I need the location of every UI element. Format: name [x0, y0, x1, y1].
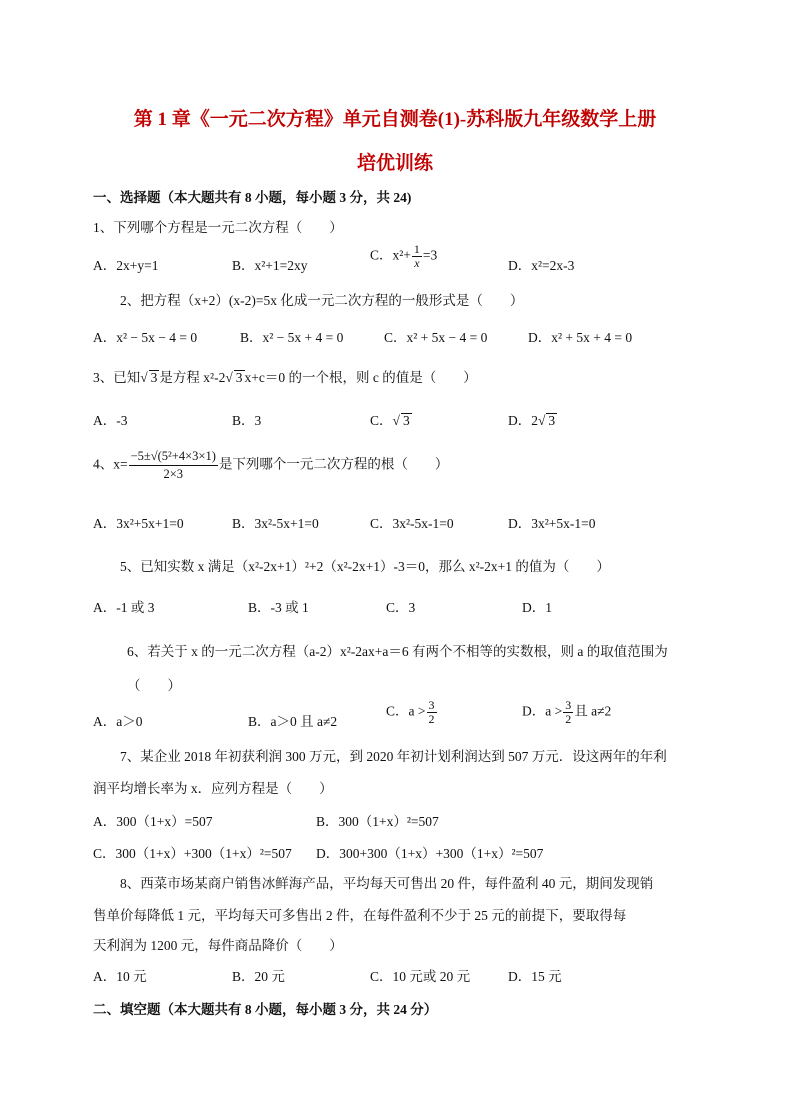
q6-option-c-num: 3	[428, 698, 435, 712]
q6-option-c-pre: C．a >	[386, 703, 426, 719]
q2-option-d: D．x² + 5x + 4 = 0	[528, 330, 633, 345]
q6-option-c-den: 2	[428, 712, 435, 726]
q6-option-d-post: 且 a≠2	[574, 703, 612, 719]
q3-option-c-pre: C．	[370, 413, 393, 428]
q4-option-d: D．3x²+5x-1=0	[508, 516, 596, 531]
q3-stem-mid: 是方程 x²-2	[159, 370, 226, 385]
q3-option-b: B．3	[232, 413, 262, 428]
q6-stem: 6、若关于 x 的一元二次方程（a-2）x²-2ax+a＝6 有两个不相等的实数根，则 a 的取值范围为	[127, 644, 668, 659]
q6-option-c	[386, 699, 438, 726]
q4-stem	[93, 448, 448, 483]
q6-option-d-fraction	[563, 699, 573, 726]
q8-option-d: D．15 元	[508, 969, 562, 984]
q1-option-c-post: =3	[422, 247, 438, 263]
section-fill-heading: 二、填空题（本大题共有 8 小题，每小题 3 分，共 24 分）	[93, 1002, 438, 1017]
q1-option-c	[370, 243, 437, 270]
q1-option-c-den: x	[414, 256, 420, 270]
q3-option-d-radicand: 3	[548, 413, 556, 428]
q6-option-a: A．a＞0	[93, 714, 143, 729]
q1-option-d: D．x²=2x-3	[508, 258, 575, 273]
q3-radicand-2: 3	[235, 370, 243, 385]
doc-title-line2: 培优训练	[356, 153, 433, 174]
q3-stem-post: x+c＝0 的一个根，则 c 的值是（ ）	[244, 370, 477, 385]
q7-option-d: D．300+300（1+x）+300（1+x）²=507	[316, 846, 544, 861]
q3-option-c-radicand: 3	[402, 413, 410, 428]
q8-option-a: A．10 元	[93, 969, 147, 984]
q5-stem: 5、已知实数 x 满足（x²-2x+1）²+2（x²-2x+1）-3＝0，那么 x²-2x+1 的值为（ ）	[120, 559, 610, 574]
q4-fraction	[129, 448, 218, 483]
q8-stem-cont2: 天利润为 1200 元，每件商品降价（ ）	[93, 938, 343, 953]
q8-stem: 8、西菜市场某商户销售冰鲜海产品，平均每天可售出 20 件，每件盈利 40 元，期间发现销	[120, 876, 654, 891]
q2-option-b: B．x² − 5x + 4 = 0	[240, 330, 344, 345]
q5-option-d: D．1	[522, 600, 552, 615]
q2-option-a: A．x² − 5x − 4 = 0	[93, 330, 198, 345]
q8-stem-cont1: 售单价每降低 1 元，平均每天可多售出 2 件，在每件盈利不少于 25 元的前提下，要取得每	[93, 908, 627, 923]
q6-option-c-fraction	[427, 699, 437, 726]
q3-radicand-1: 3	[150, 370, 158, 385]
q4-fraction-num: −5±√(5²+4×3×1)	[129, 448, 218, 466]
q6-option-d-pre: D．a >	[522, 703, 563, 719]
doc-title-line1: 第 1 章《一元二次方程》单元自测卷(1)-苏科版九年级数学上册	[133, 109, 657, 130]
q3-option-c	[370, 409, 412, 429]
q4-stem-pre: 4、x=	[93, 456, 128, 472]
q7-stem-cont: 润平均增长率为 x．应列方程是（ ）	[93, 781, 333, 796]
q6-stem-bracket: （ ）	[127, 678, 181, 693]
q4-option-a: A．3x²+5x+1=0	[93, 516, 184, 531]
q3-option-d-pre: D．2	[508, 413, 538, 428]
q7-option-c: C．300（1+x）+300（1+x）²=507	[93, 846, 292, 861]
q4-option-c: C．3x²-5x-1=0	[370, 516, 454, 531]
q7-option-b: B．300（1+x）²=507	[316, 814, 439, 829]
q5-option-c: C．3	[386, 600, 416, 615]
q3-option-d	[508, 409, 557, 429]
q6-option-b: B．a＞0 且 a≠2	[248, 714, 338, 729]
q3-option-a: A．-3	[93, 413, 128, 428]
q6-option-d	[522, 699, 611, 726]
q1-option-c-fraction	[412, 243, 422, 270]
q1-option-c-num: 1	[413, 242, 420, 256]
q3-stem-pre: 3、已知	[93, 370, 141, 385]
q2-option-c: C．x² + 5x − 4 = 0	[384, 330, 488, 345]
q3-stem	[93, 366, 477, 386]
q1-option-a: A．2x+y=1	[93, 258, 159, 273]
sqrt-sign-icon	[538, 413, 545, 428]
q7-stem: 7、某企业 2018 年初获利润 300 万元，到 2020 年初计划利润达到 507 万元．设这两年的年利	[120, 749, 667, 764]
section-choice-heading: 一、选择题（本大题共有 8 小题，每小题 3 分，共 24)	[93, 190, 412, 205]
q6-option-d-den: 2	[565, 712, 572, 726]
q1-option-b: B．x²+1=2xy	[232, 258, 308, 273]
q8-option-b: B．20 元	[232, 969, 285, 984]
q8-option-c: C．10 元或 20 元	[370, 969, 471, 984]
sqrt-sign-icon	[140, 370, 147, 385]
sqrt-sign-icon	[393, 413, 400, 428]
q4-stem-post: 是下列哪个一元二次方程的根（ ）	[218, 456, 449, 472]
q5-option-b: B．-3 或 1	[248, 600, 309, 615]
q2-stem: 2、把方程（x+2）(x-2)=5x 化成一元二次方程的一般形式是（ ）	[120, 293, 524, 308]
sqrt-sign-icon	[225, 370, 232, 385]
q1-option-c-pre: C．x²+	[370, 247, 411, 263]
q4-fraction-den: 2×3	[163, 467, 184, 481]
q7-option-a: A．300（1+x）=507	[93, 814, 213, 829]
q5-option-a: A．-1 或 3	[93, 600, 155, 615]
q4-option-b: B．3x²-5x+1=0	[232, 516, 319, 531]
q1-stem: 1、下列哪个方程是一元二次方程（ ）	[93, 220, 343, 235]
q6-option-d-num: 3	[565, 698, 572, 712]
